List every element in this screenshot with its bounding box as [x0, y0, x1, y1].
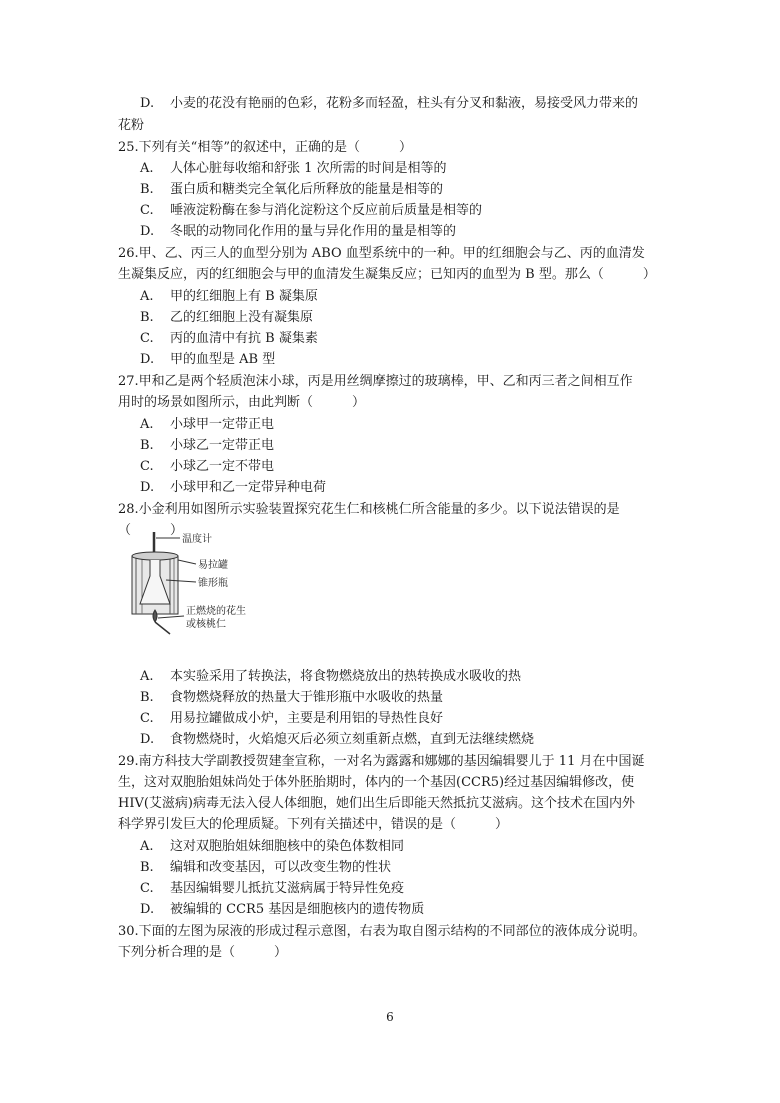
- option-text: 丙的血清中有抗 B 凝集素: [170, 331, 318, 346]
- q27-stem-line1: 27.甲和乙是两个轻质泡沫小球，丙是用丝绸摩擦过的玻璃棒，甲、乙和丙三者之间相互作: [118, 374, 633, 389]
- q24-option-d-continued: 花粉: [118, 118, 145, 133]
- q25-option-a: [140, 159, 447, 179]
- q27-option-b: [140, 436, 274, 456]
- q27-option-a: [140, 415, 274, 435]
- option-text: 食物燃烧释放的热量大于锥形瓶中水吸收的热量: [170, 690, 444, 705]
- q26-option-c: [140, 329, 318, 349]
- option-label: B.: [140, 310, 154, 325]
- option-text: 人体心脏每收缩和舒张 1 次所需的时间是相等的: [170, 161, 447, 176]
- option-text: 甲的红细胞上有 B 凝集原: [170, 289, 318, 304]
- option-text: 用易拉罐做成小炉，主要是利用铝的导热性良好: [170, 711, 444, 726]
- q26-option-a: [140, 287, 318, 307]
- option-text: 小球甲一定带正电: [170, 417, 275, 432]
- option-label: D.: [140, 480, 155, 495]
- option-label: C.: [140, 881, 154, 896]
- q27-option-c: [140, 457, 274, 477]
- q25-option-c: [140, 201, 482, 221]
- q29-option-b: [140, 858, 391, 878]
- option-label: D.: [140, 96, 155, 111]
- q26-stem-line1: 26.甲、乙、丙三人的血型分别为 ABO 血型系统中的一种。甲的红细胞会与乙、丙的血清发: [118, 246, 645, 261]
- option-label: B.: [140, 438, 154, 453]
- option-label: C.: [140, 203, 154, 218]
- q28-option-c: [140, 709, 443, 729]
- calorimeter-figure: [122, 530, 272, 640]
- q28-option-a: [140, 667, 521, 687]
- option-text: 小麦的花没有艳丽的色彩，花粉多而轻盈，柱头有分叉和黏液，易接受风力带来的: [170, 96, 639, 111]
- q29-option-a: [140, 837, 404, 857]
- option-label: B.: [140, 690, 154, 705]
- option-text: 小球乙一定带正电: [170, 438, 275, 453]
- q26-stem-line2: 生凝集反应，丙的红细胞会与甲的血清发生凝集反应；已知丙的血型为 B 型。那么（ ）: [118, 267, 656, 282]
- option-label: B.: [140, 182, 154, 197]
- q25-option-b: [140, 180, 443, 200]
- option-label: C.: [140, 711, 154, 726]
- option-label: D.: [140, 352, 155, 367]
- q26-option-b: [140, 308, 313, 328]
- q28-stem-line1: 28.小金利用如图所示实验装置探究花生仁和核桃仁所含能量的多少。以下说法错误的是: [118, 502, 620, 517]
- q27-option-d: [140, 478, 326, 498]
- option-text: 这对双胞胎姐妹细胞核中的染色体数相同: [170, 839, 405, 854]
- q28-stem-line2: （ ）: [118, 523, 184, 538]
- q29-option-d: [140, 900, 424, 920]
- option-text: 小球乙一定不带电: [170, 459, 275, 474]
- q25-stem: 25.下列有关“相等”的叙述中，正确的是（ ）: [118, 140, 412, 155]
- food-label-line2: 或核桃仁: [186, 619, 226, 630]
- option-label: A.: [140, 669, 154, 684]
- q28-option-b: [140, 688, 443, 708]
- option-label: A.: [140, 839, 154, 854]
- option-text: 被编辑的 CCR5 基因是细胞核内的遗传物质: [170, 902, 425, 917]
- q29-option-c: [140, 879, 404, 899]
- can-label: 易拉罐: [198, 560, 228, 571]
- q28-option-d: [140, 730, 534, 750]
- q29-stem-line4: 科学界引发巨大的伦理质疑。下列有关描述中，错误的是（ ）: [118, 817, 509, 832]
- option-label: D.: [140, 902, 155, 917]
- q25-option-d: [140, 222, 456, 242]
- option-label: D.: [140, 732, 155, 747]
- q27-stem-line2: 用时的场景如图所示，由此判断（ ）: [118, 395, 366, 410]
- option-label: A.: [140, 417, 154, 432]
- page-number: 6: [386, 1010, 394, 1024]
- flask-label: 锥形瓶: [198, 578, 228, 589]
- food-label-line1: 正燃烧的花生: [186, 606, 246, 617]
- option-text: 编辑和改变基因，可以改变生物的性状: [170, 860, 392, 875]
- option-label: A.: [140, 289, 154, 304]
- option-text: 冬眠的动物同化作用的量与异化作用的量是相等的: [170, 224, 457, 239]
- option-text: 蛋白质和糖类完全氧化后所释放的能量是相等的: [170, 182, 444, 197]
- option-label: D.: [140, 224, 155, 239]
- option-label: C.: [140, 331, 154, 346]
- option-label: A.: [140, 161, 154, 176]
- q26-option-d: [140, 350, 275, 370]
- q30-stem-line1: 30.下面的左图为尿液的形成过程示意图，右表为取自图示结构的不同部位的液体成分说明。: [118, 924, 646, 939]
- option-label: C.: [140, 459, 154, 474]
- option-text: 基因编辑婴儿抵抗艾滋病属于特异性免疫: [170, 881, 405, 896]
- option-text: 唾液淀粉酶在参与消化淀粉这个反应前后质量是相等的: [170, 203, 483, 218]
- q29-stem-line3: HIV(艾滋病)病毒无法入侵人体细胞，她们出生后即能天然抵抗艾滋病。这个技术在国内外: [118, 796, 636, 811]
- q29-stem-line2: 生，这对双胞胎姐妹尚处于体外胚胎期时，体内的一个基因(CCR5)经过基因编辑修改，使: [118, 775, 635, 790]
- option-text: 本实验采用了转换法，将食物燃烧放出的热转换成水吸收的热: [170, 669, 522, 684]
- q30-stem-line2: 下列分析合理的是（ ）: [118, 945, 288, 960]
- option-text: 乙的红细胞上没有凝集原: [170, 310, 314, 325]
- option-text: 小球甲和乙一定带异种电荷: [170, 480, 327, 495]
- option-text: 甲的血型是 AB 型: [170, 352, 276, 367]
- q24-option-d: [140, 94, 638, 114]
- q29-stem-line1: 29.南方科技大学副教授贺建奎宣称，一对名为露露和娜娜的基因编辑婴儿于 11 月在中国诞: [118, 754, 645, 769]
- option-label: B.: [140, 860, 154, 875]
- thermometer-label: 温度计: [182, 534, 212, 545]
- option-text: 食物燃烧时，火焰熄灭后必须立刻重新点燃，直到无法继续燃烧: [170, 732, 535, 747]
